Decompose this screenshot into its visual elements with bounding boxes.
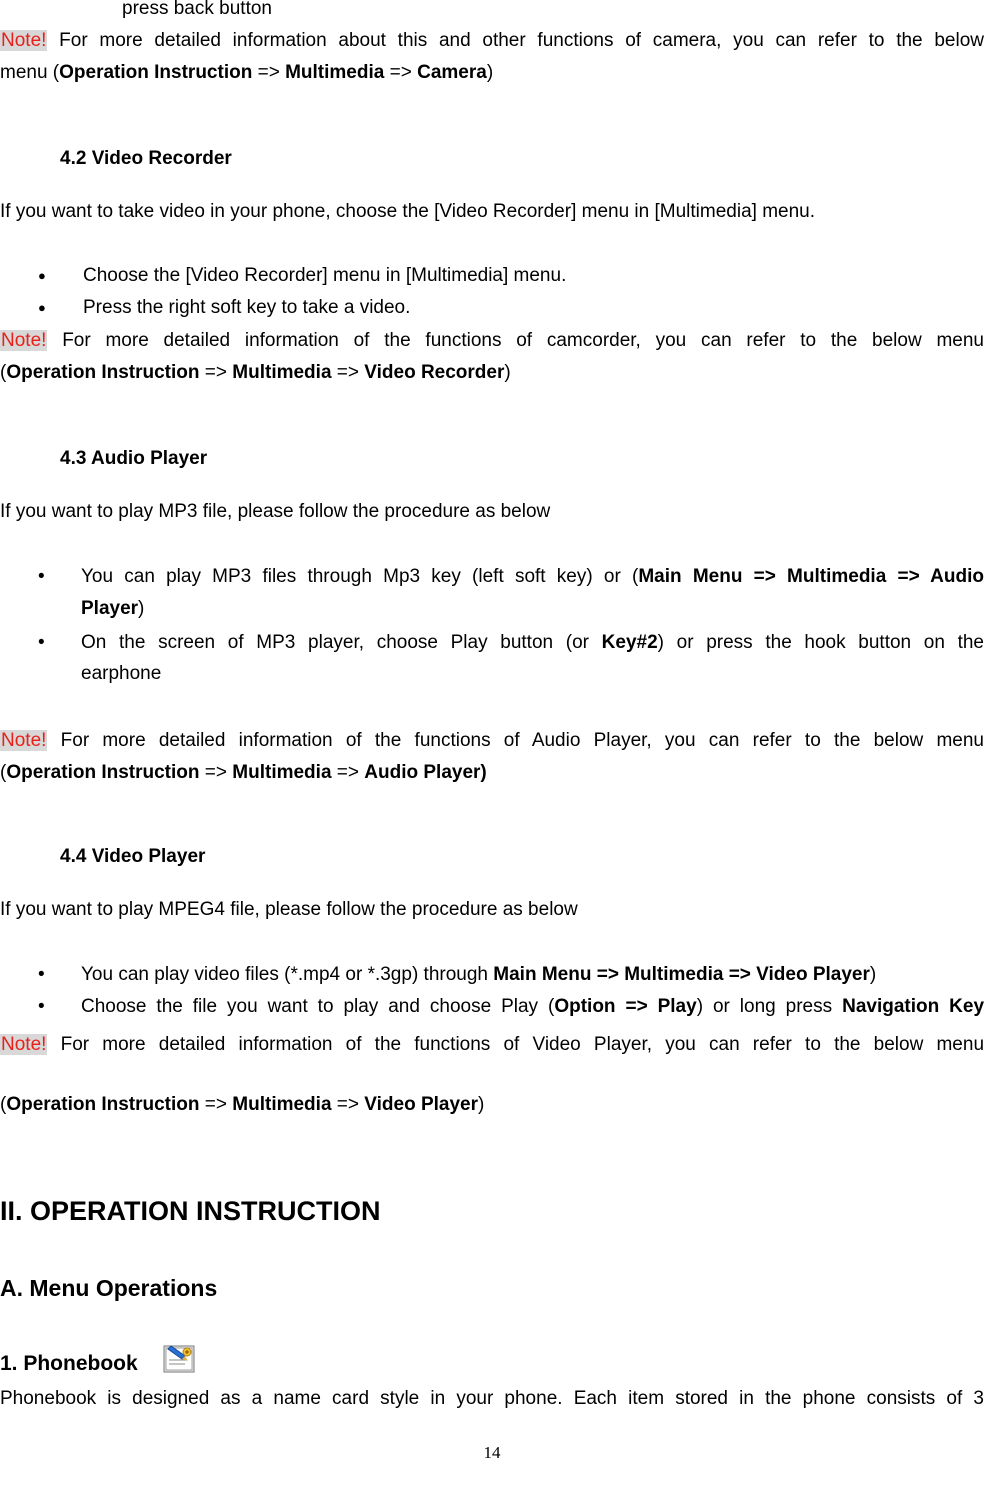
audio-player-intro: If you want to play MP3 file, please follow the procedure as below [0, 501, 551, 522]
audio-player-note-line2: (Operation Instruction => Multimedia => Audio Player) [0, 762, 487, 783]
note-label: Note! [1, 730, 47, 751]
camera-note-line1: Note! For more detailed information about this and other functions of camera, you can refer to the below [1, 30, 984, 51]
bullet-dot: • [38, 566, 45, 587]
page-number: 14 [483, 1443, 501, 1462]
bullet-dot: • [38, 632, 45, 653]
video-recorder-note-line2: (Operation Instruction => Multimedia => Video Recorder) [0, 362, 511, 383]
camera-note-line2: menu (Operation Instruction => Multimedia => Camera) [0, 62, 494, 83]
video-player-note-line2: (Operation Instruction => Multimedia => Video Player) [0, 1094, 485, 1115]
note-label: Note! [1, 30, 47, 51]
list-item: Choose the file you want to play and choose Play (Option => Play) or long press Navigation Key [81, 996, 984, 1017]
bullet-icon: ● [38, 268, 46, 283]
video-recorder-note-line1: Note! For more detailed information of the functions of camcorder, you can refer to the below menu [1, 330, 984, 351]
phonebook-icon [163, 1342, 197, 1374]
continued-text: press back button [122, 0, 272, 19]
section-heading: A. Menu Operations [0, 1275, 218, 1301]
phonebook-text: Phonebook is designed as a name card style in your phone. Each item stored in the phone consists of 3 [0, 1388, 984, 1409]
heading-video-player: 4.4 Video Player [60, 846, 206, 867]
video-recorder-intro: If you want to take video in your phone, choose the [Video Recorder] menu in [Multimedia] menu. [0, 201, 816, 222]
list-item: You can play MP3 files through Mp3 key (left soft key) or (Main Menu => Multimedia => Audio [81, 566, 984, 587]
heading-audio-player: 4.3 Audio Player [60, 448, 208, 469]
video-player-note-line1: Note! For more detailed information of the functions of Video Player, you can refer to the below menu [1, 1034, 984, 1055]
note-label: Note! [1, 1034, 47, 1055]
phonebook-heading: 1. Phonebook [0, 1352, 138, 1375]
bullet-dot: • [38, 996, 45, 1017]
list-item: You can play video files (*.mp4 or *.3gp) through Main Menu => Multimedia => Video Player) [81, 964, 877, 985]
bullet-dot: • [38, 964, 45, 985]
audio-player-note-line1: Note! For more detailed information of the functions of Audio Player, you can refer to the below menu [1, 730, 984, 751]
video-player-intro: If you want to play MPEG4 file, please follow the procedure as below [0, 899, 578, 920]
part-heading: II. OPERATION INSTRUCTION [0, 1196, 381, 1226]
list-item: On the screen of MP3 player, choose Play button (or Key#2) or press the hook button on the [81, 632, 984, 653]
note-label: Note! [1, 330, 47, 351]
heading-video-recorder: 4.2 Video Recorder [60, 148, 232, 169]
list-item-cont: Player) [81, 598, 145, 619]
bullet-icon: ● [38, 300, 46, 315]
list-item: Choose the [Video Recorder] menu in [Multimedia] menu. [83, 265, 567, 286]
list-item-cont: earphone [81, 663, 162, 684]
list-item: Press the right soft key to take a video. [83, 297, 411, 318]
